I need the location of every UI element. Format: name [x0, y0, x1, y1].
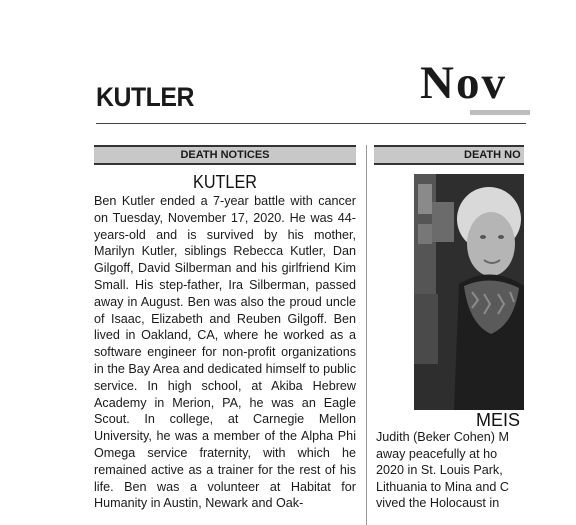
obituary-line: vived the Holocaust in — [376, 496, 500, 510]
obituary-line: 2020 in St. Louis Park, — [376, 463, 503, 477]
obituary-text: Ben Kutler ended a 7-year battle with cancer on Tuesday, November 17, 2020. He was 44-years-old and is survived by his mother, Marilyn Kutler, siblings Rebecca Kutler, Dan Gilgoff, David Silberman and his girlfriend Kim Small. His step-father, Ira Silberman, passed away in August. Ben was also the proud uncle of Isaac, Elizabeth and Reuben Gilgoff. Ben lived in Oakland, CA, where he worked as a software engineer for non-profit organizations in the Bay Area and dedicated himself to public service. In high school, at Akiba Hebrew Academy in Merion, PA, he was an Eagle Scout. In college, at Carnegie Mellon University, he was a member of the Alpha Phi Omega service fraternity, with which he remained active as a trainer for the rest of his life. Ben was a volunteer at Habitat for Humanity in Austin, Newark and Oak- — [94, 194, 356, 511]
column-divider — [366, 145, 367, 525]
section-header-death-notices-right: DEATH NO — [374, 145, 524, 165]
section-header-death-notices: DEATH NOTICES — [94, 145, 356, 165]
portrait-photo — [414, 174, 524, 410]
masthead-underline — [470, 110, 530, 115]
obituary-line: Judith (Beker Cohen) M — [376, 430, 509, 444]
page-name: KUTLER — [96, 82, 194, 112]
obituary-line: Lithuania to Mina and C — [376, 479, 510, 494]
obituary-line: away peacefully at ho — [376, 446, 498, 461]
obituary-name: KUTLER — [193, 172, 257, 192]
portrait-photo-icon — [414, 174, 524, 410]
top-divider — [96, 123, 526, 124]
masthead-title: Nov — [420, 57, 507, 109]
obituary-name-right: MEIS — [476, 410, 521, 430]
obituary-text-right — [376, 429, 576, 512]
